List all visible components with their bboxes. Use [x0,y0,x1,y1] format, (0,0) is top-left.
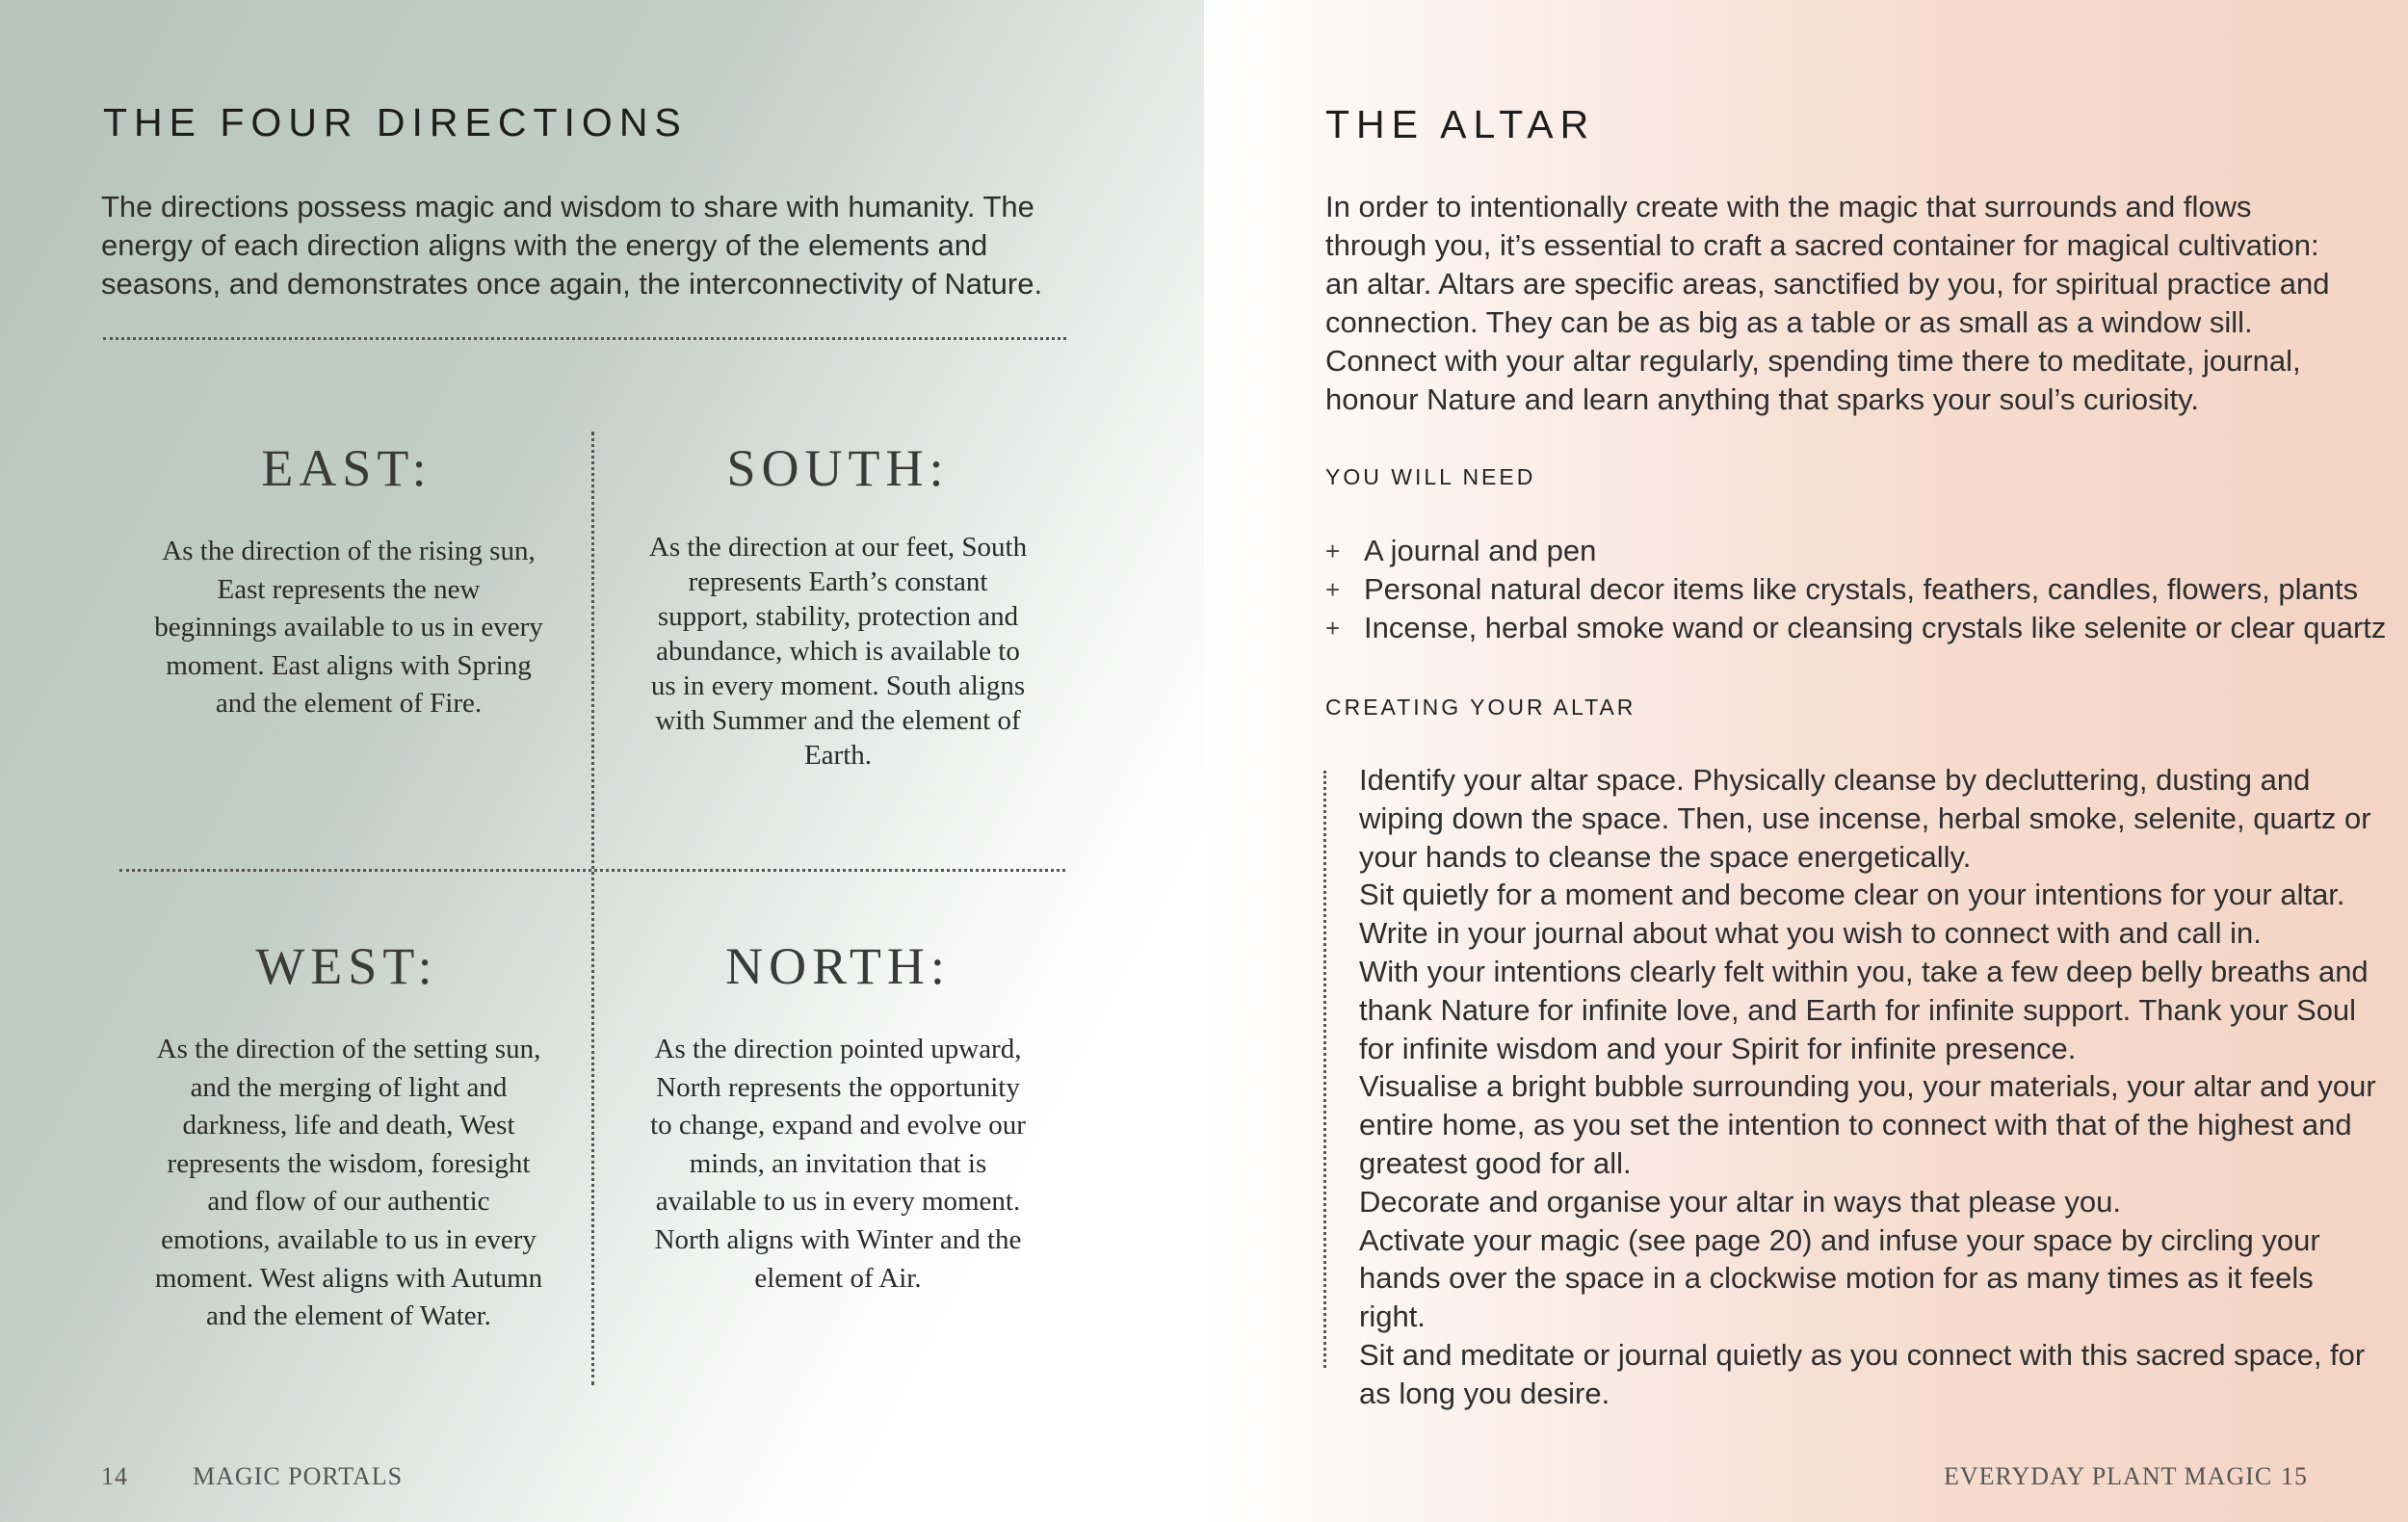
intro-paragraph: The directions possess magic and wisdom to share with humanity. The energy of each direction aligns with the energy of the elements and seasons, and demonstrates once again, the interconnectivity of Nature. [101,190,1043,301]
plus-icon: + [1325,575,1341,604]
east-description: As the direction of the rising sun, East represents the new beginnings available to us in every moment. East aligns with Spring and the element of Fire. [154,536,543,720]
need-text: Incense, herbal smoke wand or cleansing crystals like selenite or clear quartz [1364,611,2387,644]
south-description: As the direction at our feet, South represents Earth’s constant support, stability, protection and abundance, which is available to us in every moment. South aligns with Summer and the element of Earth. [648,532,1028,771]
you-will-need-heading: YOU WILL NEED [1325,464,1536,489]
book-title: EVERYDAY PLANT MAGIC [1944,1462,2273,1490]
west-heading: WEST: [255,937,438,995]
grid-horizontal-divider [119,869,1065,872]
page-title: THE ALTAR [1325,102,1596,146]
intro-paragraph: In order to intentionally create with the magic that surrounds and flows through you, it’s essential to craft a sacred container for magical cultivation: an altar. Altars are specific areas, sanctified by you, for spiritual practice and connection. They can be as big as a table or as small as a window sill. Connect with your altar regularly, spending time there to meditate, journal, honour Nature and learn anything that sparks your soul’s curiosity. [1325,190,2330,416]
south-heading: SOUTH: [726,439,950,497]
steps-divider [1323,771,1326,1368]
step-item: Sit quietly for a moment and become clear on your intentions for your altar. Write in your journal about what you wish to connect with and call in. [1359,878,2345,951]
needs-list [1325,532,2387,647]
right-page [1204,0,2408,1522]
north-heading: NORTH: [725,937,951,995]
grid-vertical-divider [591,432,594,1385]
plus-icon: + [1325,614,1341,643]
plus-icon: + [1325,537,1341,565]
section-title: MAGIC PORTALS [193,1462,404,1490]
step-item: Decorate and organise your altar in ways that please you. [1359,1184,2121,1219]
west-description: As the direction of the setting sun, and the merging of light and darkness, life and death, West represents the wisdom, foresight and flow of our authentic emotions, available to us in every moment. West aligns with Autumn and the element of Water. [154,1034,543,1332]
page-title: THE FOUR DIRECTIONS [103,100,688,144]
divider-top [103,337,1066,340]
creating-altar-heading: CREATING YOUR ALTAR [1325,695,1636,720]
step-item: With your intentions clearly felt within you, take a few deep belly breaths and thank Nature for infinite love, and Earth for infinite support. Thank your Soul for infinite wisdom and your Spirit for infinite presence. [1359,954,2369,1065]
list-item [1325,609,2387,647]
step-item: Sit and meditate or journal quietly as you connect with this sacred space, for as long you desire. [1359,1337,2366,1410]
east-heading: EAST: [261,439,432,497]
north-description: As the direction pointed upward, North represents the opportunity to change, expand and evolve our minds, an invitation that is available to us in every moment. North aligns with Winter and the element of Air. [650,1034,1026,1294]
page-number: 15 [2281,1462,2308,1490]
need-text: A journal and pen [1364,534,1597,567]
step-item: Activate your magic (see page 20) and infuse your space by circling your hands over the space in a clockwise motion for as many times as it feels right. [1359,1222,2320,1334]
need-text: Personal natural decor items like crystals, feathers, candles, flowers, plants [1364,572,2359,606]
steps-list [1359,761,2378,1413]
step-item: Identify your altar space. Physically cleanse by decluttering, dusting and wiping down the space. Then, use incense, herbal smoke, selenite, quartz or your hands to cleanse the space energetically. [1359,763,2371,874]
step-item: Visualise a bright bubble surrounding you, your materials, your altar and your entire home, as you set the intention to connect with that of the highest and greatest good for all. [1359,1069,2376,1180]
page-number: 14 [101,1462,128,1490]
list-item [1325,532,2375,570]
list-item [1325,570,2375,609]
